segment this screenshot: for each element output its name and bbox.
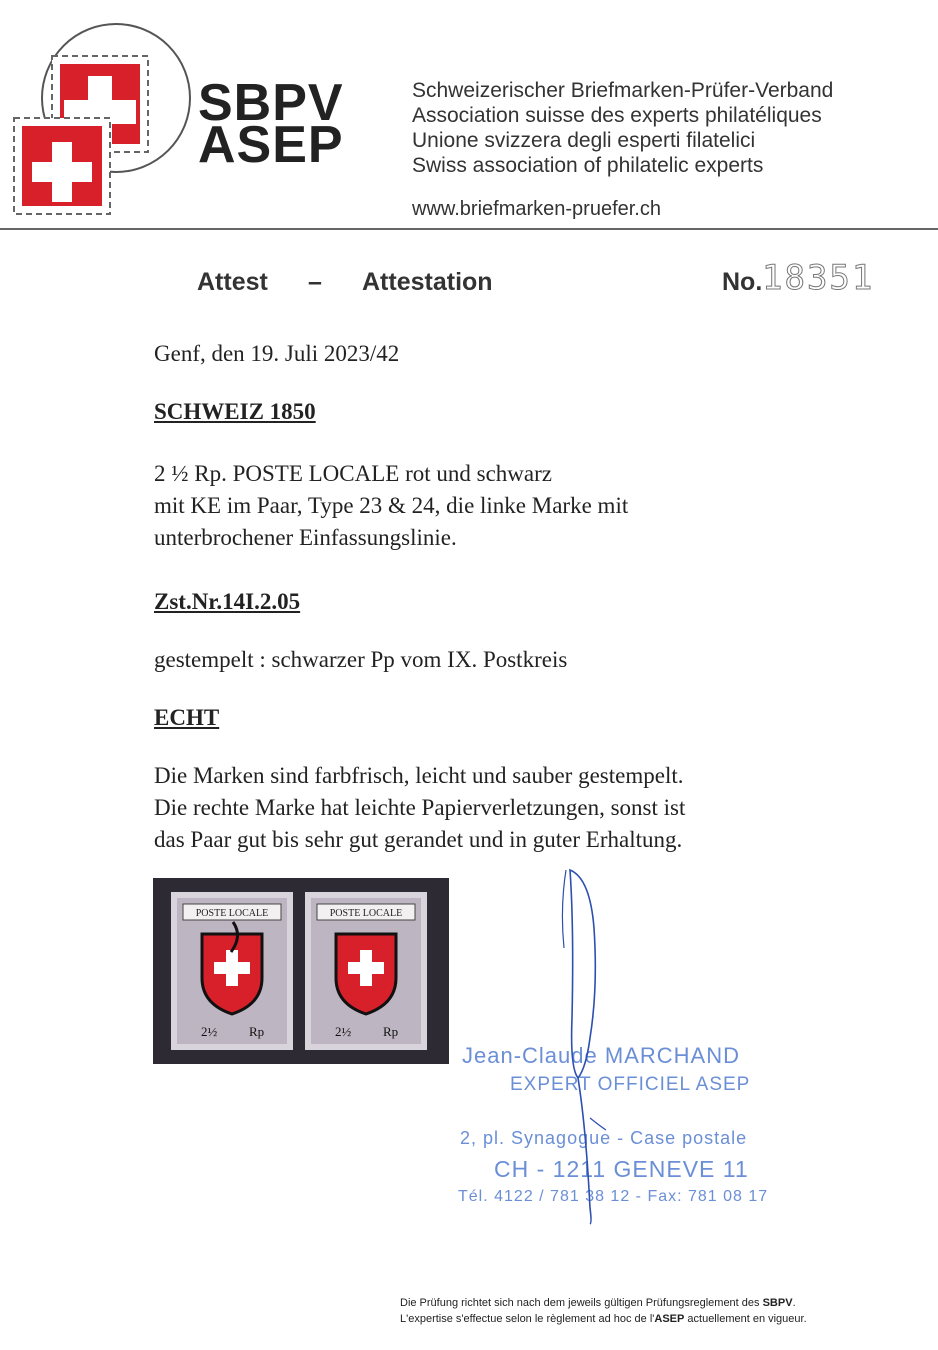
brand-sbpv: SBPV [198, 74, 344, 132]
condition-line-3: das Paar gut bis sehr gut gerandet und in guter Erhaltung. [154, 827, 683, 852]
stamp-right-unit: Rp [383, 1024, 399, 1039]
title-attest: Attest [197, 268, 268, 296]
condition-line-1: Die Marken sind farbfrisch, leicht und sauber gestempelt. [154, 763, 684, 788]
expert-title: EXPERT OFFICIEL ASEP [510, 1074, 751, 1095]
stamp-pair-photo [153, 878, 449, 1064]
place-date: Genf, den 19. Juli 2023/42 [154, 341, 400, 366]
certificate-number: 18351 [762, 258, 875, 298]
association-name-en: Swiss association of philatelic experts [412, 154, 764, 177]
catalog-number: Zst.Nr.14I.2.05 [154, 589, 301, 614]
stamp-left-banner: POSTE LOCALE [195, 908, 269, 919]
brand-asep: ASEP [198, 116, 344, 174]
expert-address: 2, pl. Synagogue - Case postale [460, 1128, 748, 1148]
description-line-3: unterbrochener Einfassungslinie. [154, 525, 457, 550]
footer-line-2-end: actuellement en vigueur. [684, 1313, 807, 1325]
expert-phone: Tél. 4122 / 781 38 12 - Fax: 781 08 17 [458, 1188, 769, 1205]
stamp-right-value: 2½ [335, 1024, 352, 1039]
header-divider [0, 228, 938, 230]
footer-line-2-bold: ASEP [654, 1313, 685, 1325]
association-name-fr: Association suisse des experts philatéliques [412, 104, 822, 127]
sbpv-logo-icon [8, 18, 194, 218]
description-line-2: mit KE im Paar, Type 23 & 24, die linke Marke mit [154, 493, 629, 518]
footer-line-2 [400, 1313, 807, 1325]
footer-line-2-text: L'expertise s'effectue selon le règlement ad hoc de l' [400, 1313, 655, 1325]
website-link[interactable]: www.briefmarken-pruefer.ch [412, 198, 661, 220]
footer-line-1-text: Die Prüfung richtet sich nach dem jeweils gültigen Prüfungsreglement des [400, 1297, 763, 1309]
footer-line-1-end: . [792, 1297, 796, 1309]
stamp-right-banner: POSTE LOCALE [329, 908, 403, 919]
left-stamp-icon [171, 892, 293, 1050]
association-name-de: Schweizerischer Briefmarken-Prüfer-Verband [412, 79, 834, 102]
cancellation: gestempelt : schwarzer Pp vom IX. Postkreis [154, 647, 568, 672]
verdict: ECHT [154, 705, 220, 730]
association-name-it: Unione svizzera degli esperti filatelici [412, 129, 756, 152]
stamp-left-unit: Rp [249, 1024, 265, 1039]
expert-city: CH - 1211 GENEVE 11 [494, 1156, 749, 1182]
footer-line-1-bold: SBPV [762, 1297, 793, 1309]
footer-line-1 [400, 1297, 796, 1309]
country-heading: SCHWEIZ 1850 [154, 399, 316, 424]
condition-line-2: Die rechte Marke hat leichte Papierverletzungen, sonst ist [154, 795, 686, 820]
signature-icon [530, 868, 620, 1228]
title-dash: – [308, 268, 322, 296]
number-label: No. [722, 268, 763, 296]
right-stamp-icon [305, 892, 427, 1050]
description-line-1: 2 ½ Rp. POSTE LOCALE rot und schwarz [154, 461, 552, 486]
title-attestation: Attestation [362, 268, 493, 296]
expert-name: Jean-Claude MARCHAND [462, 1043, 740, 1068]
stamp-left-value: 2½ [201, 1024, 218, 1039]
